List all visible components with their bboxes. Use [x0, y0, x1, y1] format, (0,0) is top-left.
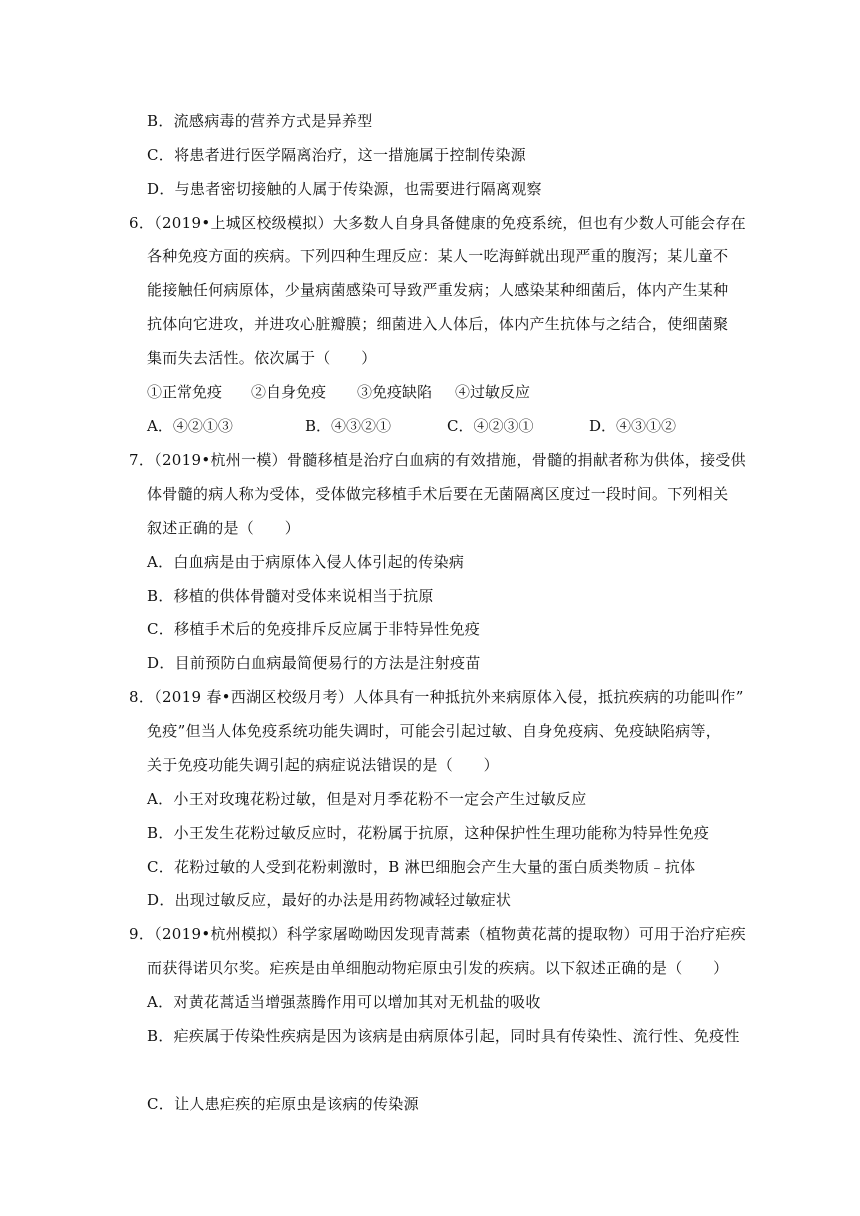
q7-option-d: D．目前预防白血病最简便易行的方法是注射疫苗 — [147, 654, 481, 672]
q6-stem-line-3: 能接触任何病原体，少量病菌感染可导致严重发病；人感染某种细菌后，体内产生某种 — [147, 281, 729, 299]
q8-stem-line-3: 关于免疫功能失调引起的病症说法错误的是（ ） — [147, 756, 499, 774]
q8-option-a: A．小王对玫瑰花粉过敏，但是对月季花粉不一定会产生过敏反应 — [147, 790, 587, 808]
q9-option-a: A．对黄花蒿适当增强蒸腾作用可以增加其对无机盐的吸收 — [147, 993, 541, 1011]
q6-stem-line-4: 抗体向它进攻，并进攻心脏瓣膜；细菌进入人体后，体内产生抗体与之结合，使细菌聚 — [147, 315, 729, 333]
q6-item-1: ①正常免疫 — [147, 383, 223, 401]
q6-option-c: C．④②③① — [447, 417, 534, 435]
q7-option-c: C．移植手术后的免疫排斥反应属于非特异性免疫 — [147, 620, 481, 638]
q9-option-b: B．疟疾属于传染性疾病是因为该病是由病原体引起，同时具有传染性、流行性、免疫性 — [147, 1027, 740, 1045]
q7-stem-line-2: 体骨髓的病人称为受体，受体做完移植手术后要在无菌隔离区度过一段时间。下列相关 — [147, 485, 729, 503]
q5-option-d: D．与患者密切接触的人属于传染源，也需要进行隔离观察 — [147, 180, 542, 198]
q8-option-d: D．出现过敏反应，最好的办法是用药物减轻过敏症状 — [147, 891, 512, 909]
q8-stem-line-2: 免疫”但当人体免疫系统功能失调时，可能会引起过敏、自身免疫病、免疫缺陷病等， — [147, 722, 722, 740]
q6-stem-line-1: 6．（2019•上城区校级模拟）大多数人自身具备健康的免疫系统，但也有少数人可能会存在 — [129, 214, 746, 232]
q6-item-2: ②自身免疫 — [251, 383, 327, 401]
q7-option-a: A．白血病是由于病原体入侵人体引起的传染病 — [147, 553, 465, 571]
q8-option-b: B．小王发生花粉过敏反应时，花粉属于抗原，这种保护性生理功能称为特异性免疫 — [147, 824, 710, 842]
q6-stem-line-2: 各种免疫方面的疾病。下列四种生理反应：某人一吃海鲜就出现严重的腹泻；某儿童不 — [147, 247, 729, 265]
q5-option-c: C．将患者进行医学隔离治疗，这一措施属于控制传染源 — [147, 146, 526, 164]
q7-option-b: B．移植的供体骨髓对受体来说相当于抗原 — [147, 587, 434, 605]
q8-option-c: C．花粉过敏的人受到花粉刺激时，B 淋巴细胞会产生大量的蛋白质类物质﹣抗体 — [147, 858, 696, 876]
q6-option-d: D．④③①② — [589, 417, 677, 435]
q7-stem-line-3: 叙述正确的是（ ） — [147, 519, 301, 537]
q7-stem-line-1: 7．（2019•杭州一模）骨髓移植是治疗白血病的有效措施，骨髓的捐献者称为供体，接受供 — [129, 451, 746, 469]
q6-option-b: B．④③②① — [305, 417, 392, 435]
q6-stem-line-5: 集而失去活性。依次属于（ ） — [147, 349, 377, 367]
q6-option-a: A．④②①③ — [147, 417, 233, 435]
q5-option-b: B．流感病毒的营养方式是异养型 — [147, 112, 373, 130]
q9-stem-line-1: 9．（2019•杭州模拟）科学家屠呦呦因发现青蒿素（植物黄花蒿的提取物）可用于治疗疟疾 — [129, 925, 746, 943]
q6-item-3: ③免疫缺陷 — [357, 383, 433, 401]
q9-option-c: C．让人患疟疾的疟原虫是该病的传染源 — [147, 1095, 419, 1113]
q6-item-4: ④过敏反应 — [455, 383, 531, 401]
q8-stem-line-1: 8．（2019 春•西湖区校级月考）人体具有一种抵抗外来病原体入侵，抵抗疾病的功能叫作” — [129, 688, 744, 706]
q9-stem-line-2: 而获得诺贝尔奖。疟疾是由单细胞动物疟原虫引发的疾病。以下叙述正确的是（ ） — [147, 959, 729, 977]
